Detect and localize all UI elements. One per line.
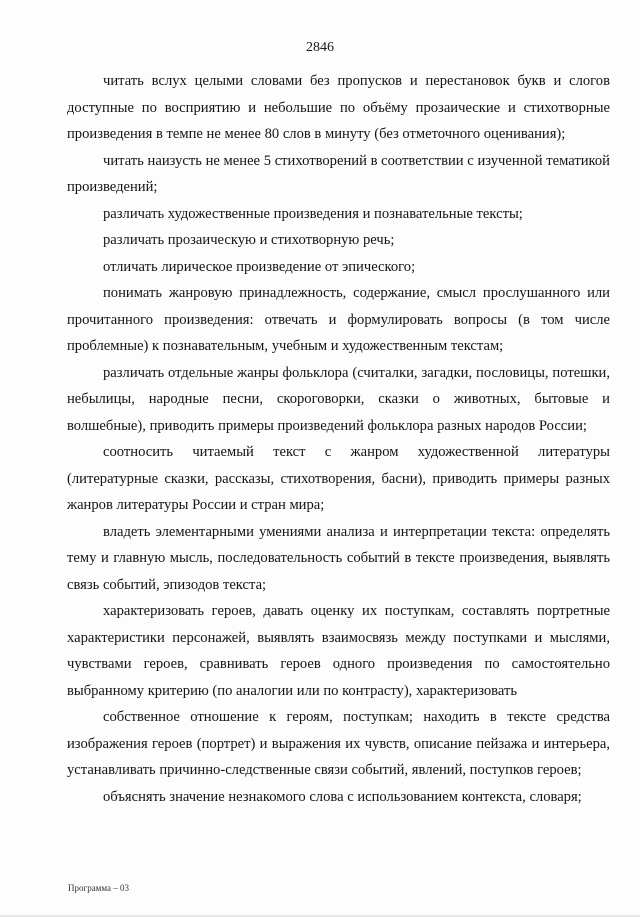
paragraph: различать отдельные жанры фольклора (считалки, загадки, пословицы, потешки, небылицы, народные песни, скороговорки, сказки о животных, бытовые и волшебные), приводить примеры произведений фольклора разных народов России;: [67, 364, 610, 434]
paragraph: отличать лирическое произведение от эпического;: [103, 258, 416, 275]
paragraph: читать наизусть не менее 5 стихотворений в соответствии с изученной тематикой произведений;: [67, 152, 610, 195]
paragraph: различать художественные произведения и познавательные тексты;: [103, 205, 523, 222]
paragraph: объяснять значение незнакомого слова с использованием контекста, словаря;: [103, 788, 582, 805]
paragraph: характеризовать героев, давать оценку их поступкам, составлять портретные характеристики персонажей, выявлять взаимосвязь между поступками и мыслями, чувствами героев, сравнивать героев одного произведения по самостоятельно выбранному критерию (по аналогии или по контрасту), характеризовать: [67, 603, 610, 699]
paragraph: владеть элементарными умениями анализа и интерпретации текста: определять тему и главную мысль, последовательность событий в тексте произведения, выявлять связь событий, эпизодов текста;: [67, 523, 610, 593]
body-text: [67, 68, 610, 810]
paragraph: читать вслух целыми словами без пропусков и перестановок букв и слогов доступные по восприятию и небольшие по объёму прозаические и стихотворные произведения в темпе не менее 80 слов в минуту (без отметочного оценивания);: [67, 73, 610, 142]
paragraph: различать прозаическую и стихотворную речь;: [103, 232, 395, 248]
paragraph: собственное отношение к героям, поступкам; находить в тексте средства изображения героев (портрет) и выражения их чувств, описание пейзажа и интерьера, устанавливать причинно-следственные связи событий, явлений, поступков героев;: [67, 709, 610, 778]
page-number: 2846: [306, 40, 334, 55]
footer-label: Программа – 03: [68, 883, 130, 893]
paragraph: соотносить читаемый текст с жанром художественной литературы (литературные сказки, рассказы, стихотворения, басни), приводить примеры разных жанров литературы России и стран мира;: [67, 444, 610, 513]
paragraph: понимать жанровую принадлежность, содержание, смысл прослушанного или прочитанного произведения: отвечать и формулировать вопросы (в том числе проблемные) к познавательным, учебным и художественным текстам;: [67, 285, 610, 354]
